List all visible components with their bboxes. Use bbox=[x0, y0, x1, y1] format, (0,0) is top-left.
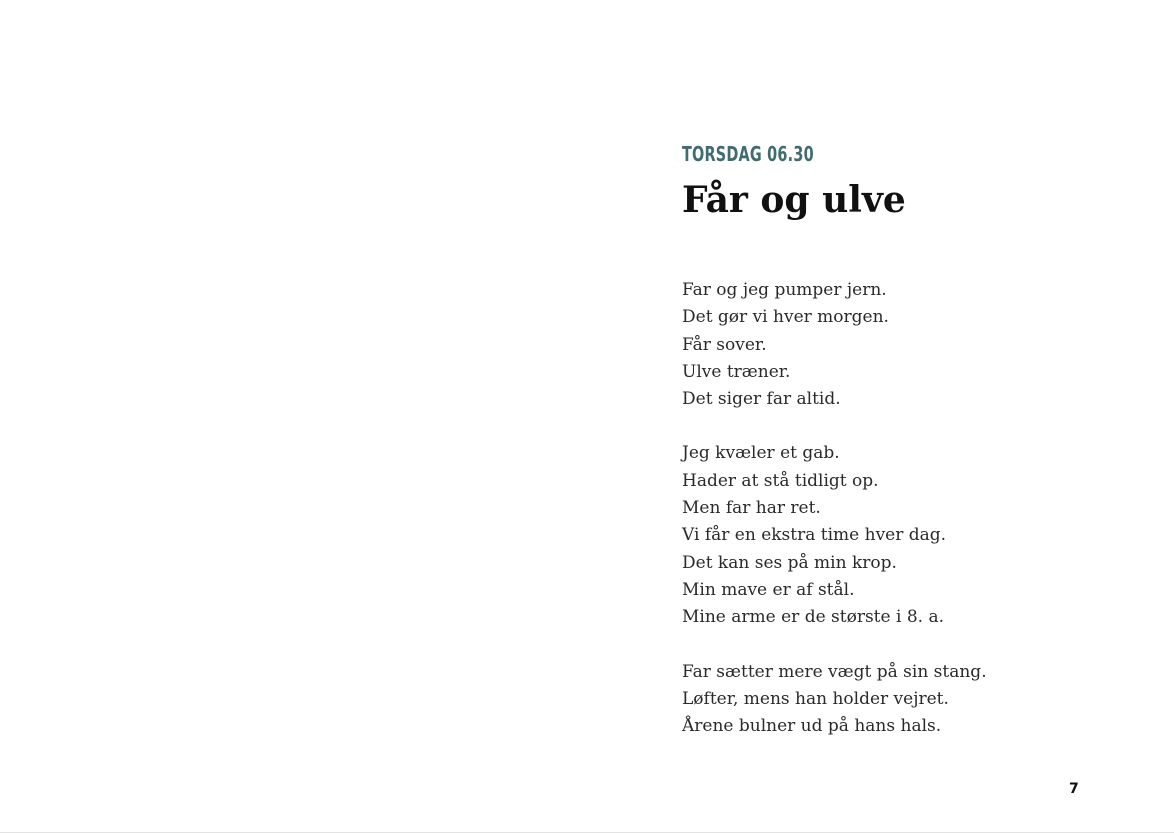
poem-line: Årene bulner ud på hans hals. bbox=[682, 716, 942, 737]
poem-line: Det gør vi hver morgen. bbox=[682, 307, 889, 328]
page-number: 7 bbox=[1069, 781, 1079, 797]
poem-line: Min mave er af stål. bbox=[682, 579, 855, 600]
poem-stanza-2 bbox=[682, 440, 1122, 631]
poem-line: Løfter, mens han holder vejret. bbox=[682, 688, 949, 709]
poem-line: Far og jeg pumper jern. bbox=[682, 280, 887, 300]
poem-line: Det kan ses på min krop. bbox=[682, 552, 897, 573]
chapter-kicker: TORSDAG 06.30 bbox=[682, 142, 814, 166]
poem-line: Vi får en ekstra time hver dag. bbox=[682, 525, 947, 546]
poem-body bbox=[682, 277, 1122, 740]
poem-stanza-1 bbox=[682, 277, 1122, 413]
poem-line: Far sætter mere vægt på sin stang. bbox=[682, 661, 987, 682]
chapter-content bbox=[682, 140, 1122, 767]
poem-line: Men far har ret. bbox=[682, 498, 821, 519]
poem-line: Ulve træner. bbox=[682, 361, 791, 382]
poem-line: Det siger far altid. bbox=[682, 389, 841, 410]
chapter-title: Får og ulve bbox=[682, 179, 906, 221]
poem-stanza-3 bbox=[682, 659, 1122, 741]
poem-line: Hader at stå tidligt op. bbox=[682, 470, 879, 491]
poem-line: Jeg kvæler et gab. bbox=[682, 443, 840, 464]
poem-line: Får sover. bbox=[682, 334, 767, 355]
poem-line: Mine arme er de største i 8. a. bbox=[682, 607, 944, 628]
